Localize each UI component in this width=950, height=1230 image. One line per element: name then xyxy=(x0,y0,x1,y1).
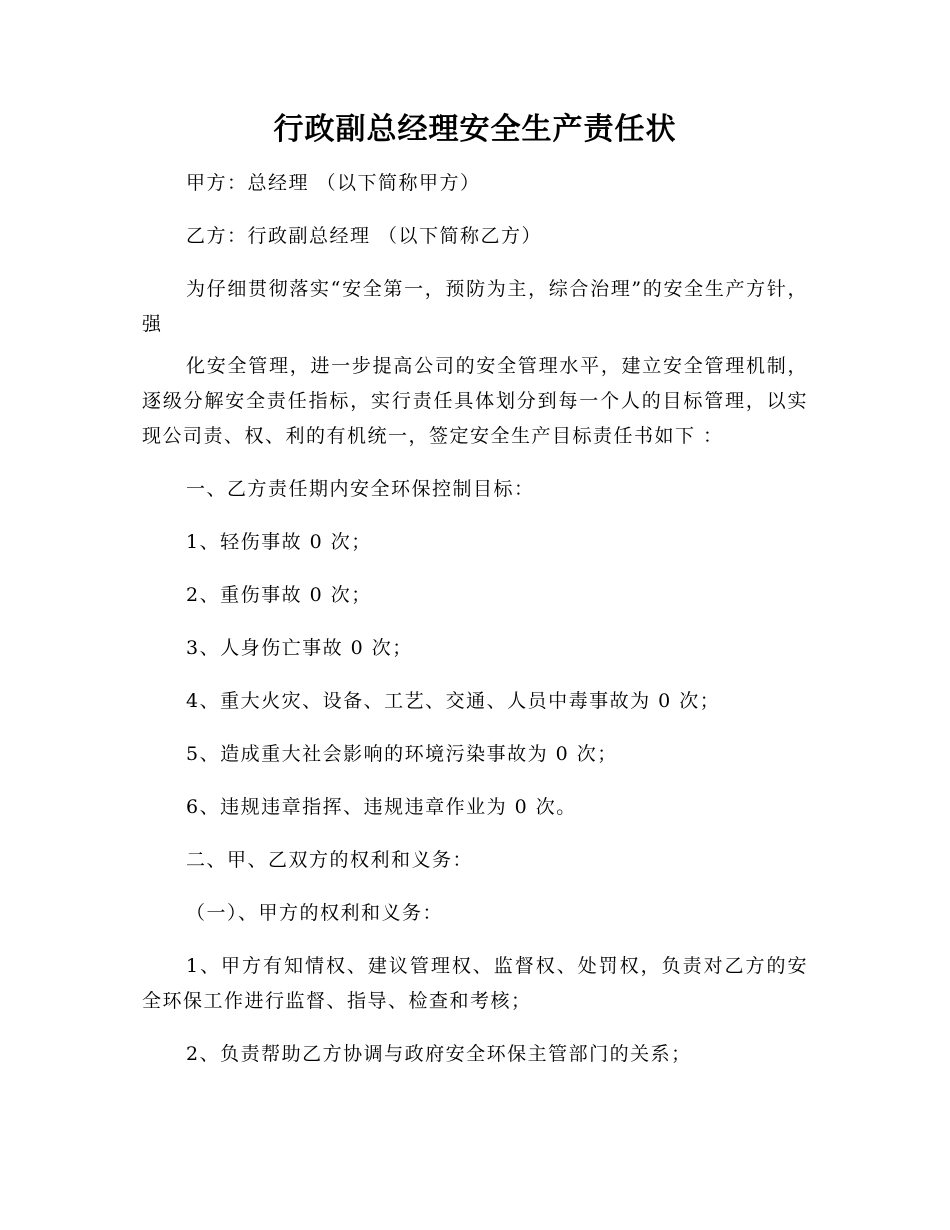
target-item-2: 2、重伤事故 0 次； xyxy=(186,584,372,606)
party-a-line: 甲方：总经理 （以下简称甲方） xyxy=(186,172,481,194)
target-item-1: 1、轻伤事故 0 次； xyxy=(186,531,372,553)
target-item-3: 3、人身伤亡事故 0 次； xyxy=(186,637,413,659)
intro-paragraph-1: 为仔细贯彻落实“安全第一，预防为主，综合治理”的安全生产方针，强 xyxy=(142,278,808,335)
target-item-4: 4、重大火灾、设备、工艺、交通、人员中毒事故为 0 次； xyxy=(186,690,721,712)
party-b-line: 乙方：行政副总经理 （以下简称乙方） xyxy=(186,225,543,247)
section-2-heading: 二、甲、乙双方的权利和义务： xyxy=(186,849,474,871)
section-1-heading: 一、乙方责任期内安全环保控制目标： xyxy=(186,478,535,500)
document-body xyxy=(142,166,808,1090)
party-a-duty-1: 1、甲方有知情权、建议管理权、监督权、处罚权，负责对乙方的安全环保工作进行监督、指导、检查和考核； xyxy=(142,955,808,1012)
intro-paragraph-2: 化安全管理，进一步提高公司的安全管理水平，建立安全管理机制，逐级分解安全责任指标，实行责任具体划分到每一个人的目标管理，以实现公司责、权、利的有机统一，签定安全生产目标责任书如下 ： xyxy=(142,355,808,447)
party-a-duty-2: 2、负责帮助乙方协调与政府安全环保主管部门的关系； xyxy=(186,1043,692,1065)
target-item-5: 5、造成重大社会影响的环境污染事故为 0 次； xyxy=(186,743,618,765)
document-title: 行政副总经理安全生产责任状 xyxy=(273,112,677,147)
target-item-6: 6、违规违章指挥、违规违章作业为 0 次。 xyxy=(186,796,577,818)
subsection-1-heading: （一）、甲方的权利和义务： xyxy=(186,902,444,924)
